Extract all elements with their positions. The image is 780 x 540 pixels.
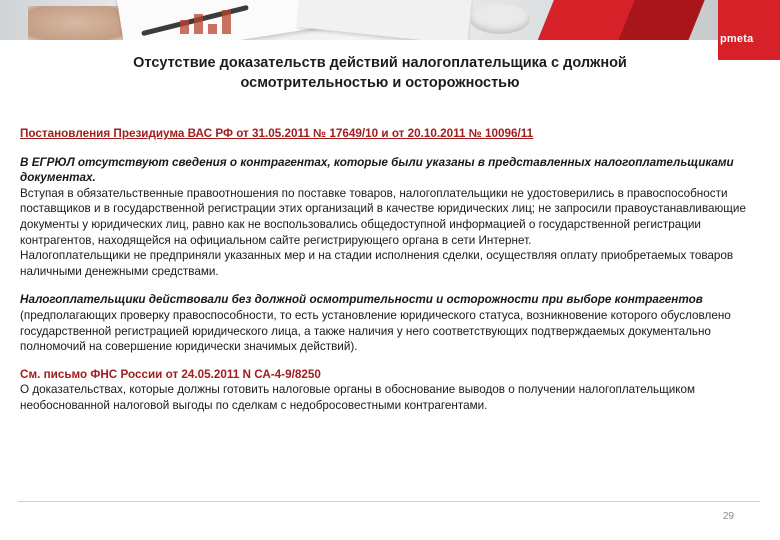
footer-divider — [18, 501, 760, 502]
page-number: 29 — [722, 511, 734, 522]
slide-title-line2: осмотрительностью и осторожностью — [240, 75, 520, 91]
company-logo — [718, 0, 780, 60]
section-diligence-paragraph — [20, 292, 748, 354]
slide-title — [60, 53, 700, 93]
header-photo-banner — [0, 0, 780, 40]
section-diligence — [20, 292, 748, 354]
section-diligence-text: (предполагающих проверку правоспособности, то есть установление юридического статуса, возникновение которого обусловлено государственной регистрацией юридического лица, а также наличия у него соответствующих подтверждаемых документально полномочий на совершение юридически значимых действий). — [20, 308, 731, 354]
slide-body — [20, 126, 748, 414]
fns-letter-link[interactable]: См. письмо ФНС России от 24.05.2011 N СА-4-9/8250 — [20, 367, 321, 381]
section-egrul-heading: В ЕГРЮЛ отсутствуют сведения о контрагентах, которые были указаны в представленных налогоплательщиками документах. — [20, 155, 734, 185]
section-egrul-paragraph2: Налогоплательщики не предприняли указанных мер и на стадии исполнения сделки, осуществляя оплату приобретаемых товаров наличными денежными средствами. — [20, 249, 734, 278]
slide-title-line1: Отсутствие доказательств действий налогоплательщика с должной — [133, 55, 627, 71]
section-egrul-paragraph1: Вступая в обязательственные правоотношения по поставке товаров, налогоплательщики не удостоверились в правоспособности поставщиков и в государственной регистрации этих организаций в качестве юридических лиц; не запросили правоустанавливающие документы у юридических лиц, равно как не воспользовались общедоступной информацией о государственной регистрации контрагентов, находящейся на официальном сайте регистрирующего органа в сети Интернет. — [20, 186, 746, 247]
section-fns-letter — [20, 367, 748, 414]
section-egrul — [20, 155, 748, 280]
section-diligence-lead: Налогоплательщики действовали без должной осмотрительности и осторожности при выборе контрагентов — [20, 293, 703, 307]
court-reference-link[interactable]: Постановления Президиума ВАС РФ от 31.05.2011 № 17649/10 и от 20.10.2011 № 10096/11 — [20, 127, 534, 140]
fns-letter-text: О доказательствах, которые должны готовить налоговые органы в обоснование выводов о получении налогоплательщиком необоснованной налоговой выгоды по сделкам с недобросовестными контрагентами. — [20, 383, 696, 412]
logo-name: pmeta — [720, 33, 754, 45]
